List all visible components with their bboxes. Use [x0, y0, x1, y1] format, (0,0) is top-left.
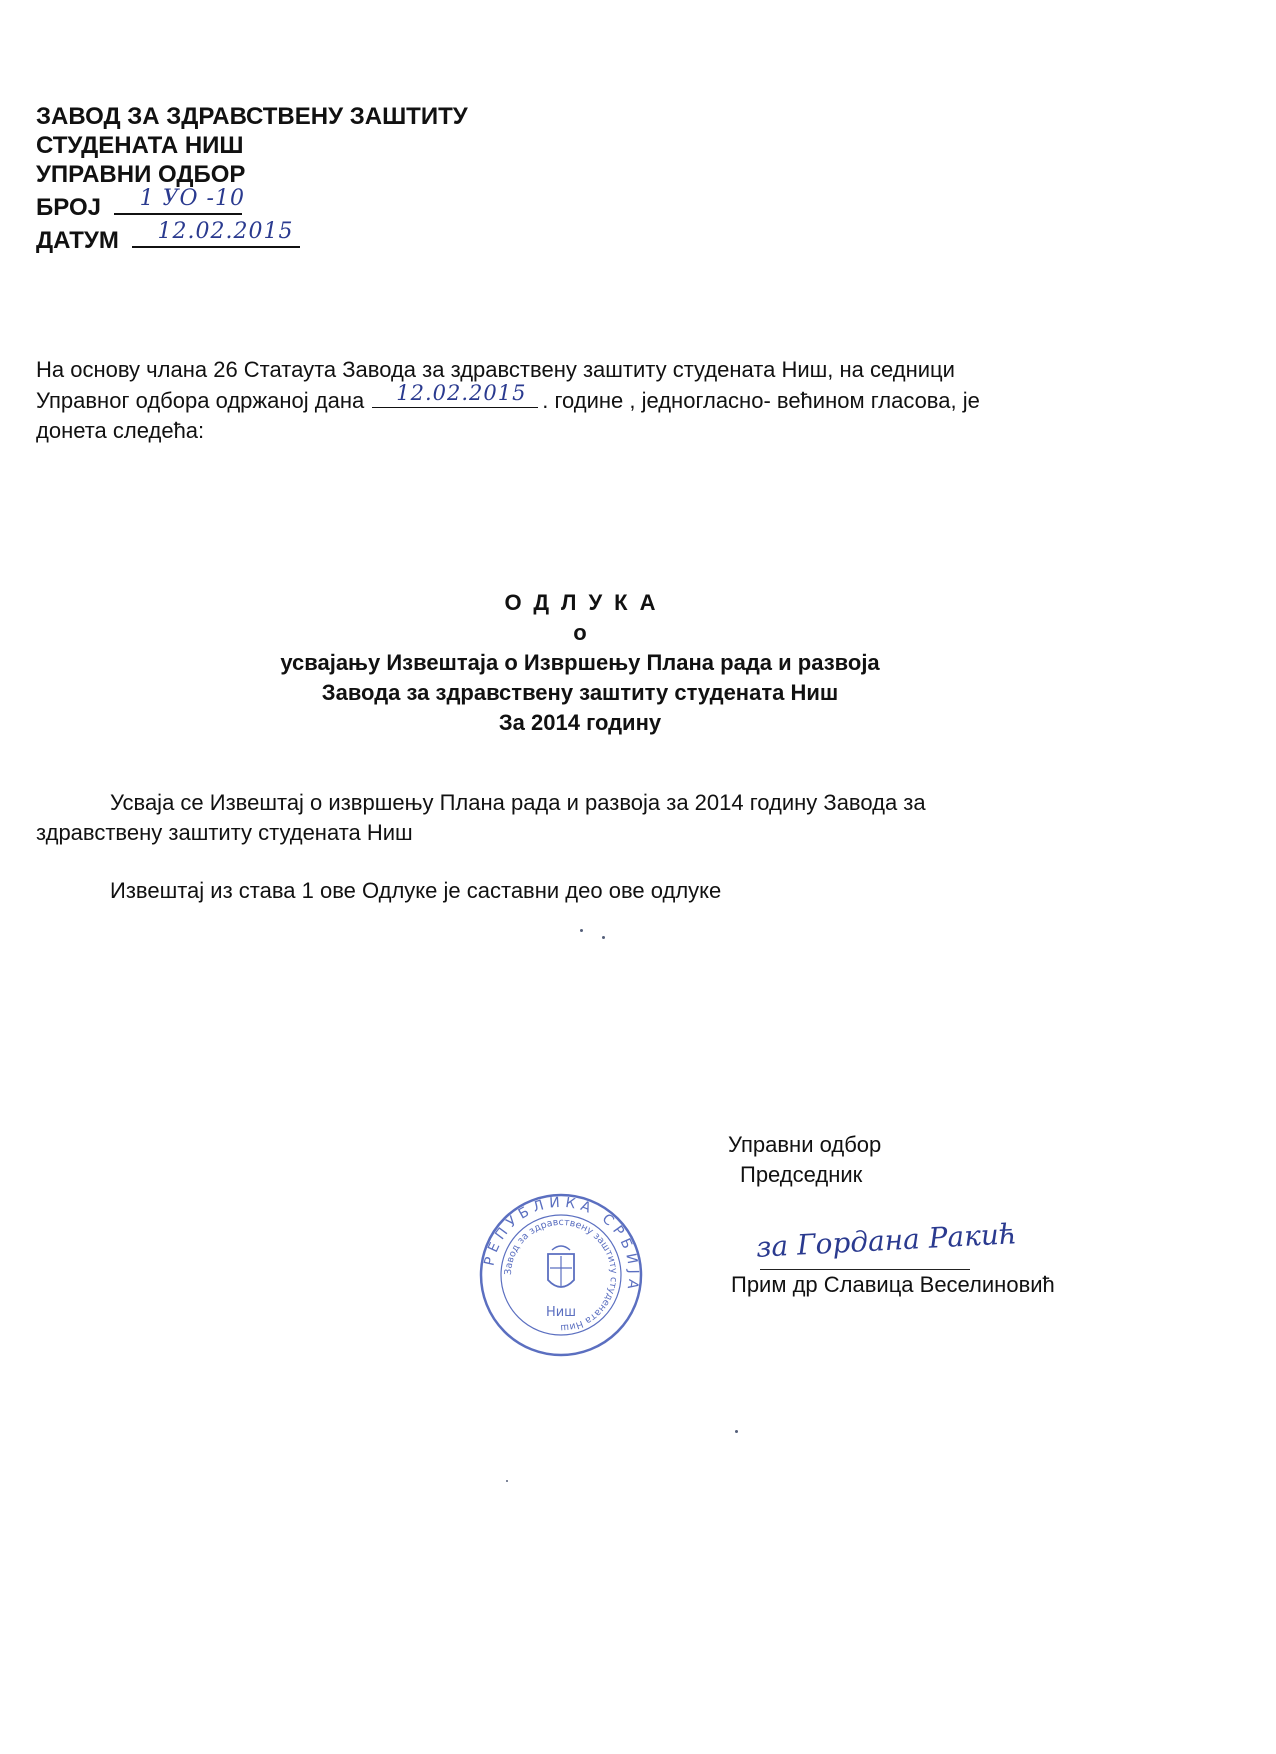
decision-body [36, 788, 1136, 906]
decision-subject-line3: За 2014 годину [498, 710, 662, 735]
coat-of-arms-icon [548, 1246, 574, 1287]
signature-line [760, 1269, 970, 1270]
paragraph-1-line-2: здравствену заштиту студената Ниш [36, 820, 413, 845]
decision-preposition: о [573, 620, 587, 645]
scan-speck [602, 936, 605, 939]
intro-line-1: На основу члана 26 Статаута Завода за здравствену заштиту студената Ниш, на седници [36, 357, 955, 382]
signature-role: Председник [740, 1162, 863, 1187]
scan-speck [506, 1480, 508, 1482]
document-header [36, 102, 468, 255]
intro-line-2-end: . године , једногласно- већином гласова, је [542, 388, 980, 413]
paragraph-1-line-1: Усваја се Извештај о извршењу Плана рада и развоја за 2014 годину Завода за [110, 790, 926, 815]
signature-board: Управни одбор [728, 1132, 882, 1157]
official-stamp [476, 1190, 646, 1360]
meeting-date-field [372, 381, 538, 408]
scan-speck [735, 1430, 738, 1433]
intro-line-3: донета следећа: [36, 418, 205, 443]
signature-block [728, 1130, 881, 1190]
governing-body: УПРАВНИ ОДБОР [36, 161, 246, 188]
stamp-inner-text: Завод за здравствену заштиту студената Ниш [502, 1216, 620, 1334]
handwritten-signature: за Гордана Ракић [755, 1217, 1018, 1264]
scan-speck [580, 929, 583, 932]
decision-title: ОДЛУКА [504, 590, 668, 615]
meeting-date-value: 12.02.2015 [396, 381, 527, 405]
decision-title-block [0, 588, 1160, 738]
document-number-field [114, 186, 245, 215]
stamp-outer-text: РЕПУБЛИКА СРБИЈА [481, 1194, 642, 1296]
document-date-row [36, 219, 468, 255]
document-number-label: БРОЈ [36, 194, 101, 221]
document-number-value: 1 УО -10 [139, 186, 245, 211]
decision-subject-line1: усвајању Извештаја о Извршењу Плана рада и развоја [280, 650, 880, 675]
document-date-field [132, 219, 300, 248]
document-date-value: 12.02.2015 [157, 219, 294, 244]
institution-name-line1: ЗАВОД ЗА ЗДРАВСТВЕНУ ЗАШТИТУ [36, 103, 468, 130]
stamp-city: Ниш [545, 1305, 577, 1320]
intro-line-2-start: Управног одбора одржаној дана [36, 388, 365, 413]
institution-name-line2: СТУДЕНАТА НИШ [36, 132, 244, 159]
decision-subject-line2: Завода за здравствену заштиту студената Ниш [321, 680, 839, 705]
signatory-name: Прим др Славица Веселиновић [731, 1272, 1055, 1297]
intro-line-2 [36, 381, 1136, 416]
intro-paragraph [36, 355, 1136, 446]
document-date-label: ДАТУМ [36, 227, 119, 254]
paragraph-2: Извештај из става 1 ове Одлуке је саставни део ове одлуке [110, 878, 722, 903]
